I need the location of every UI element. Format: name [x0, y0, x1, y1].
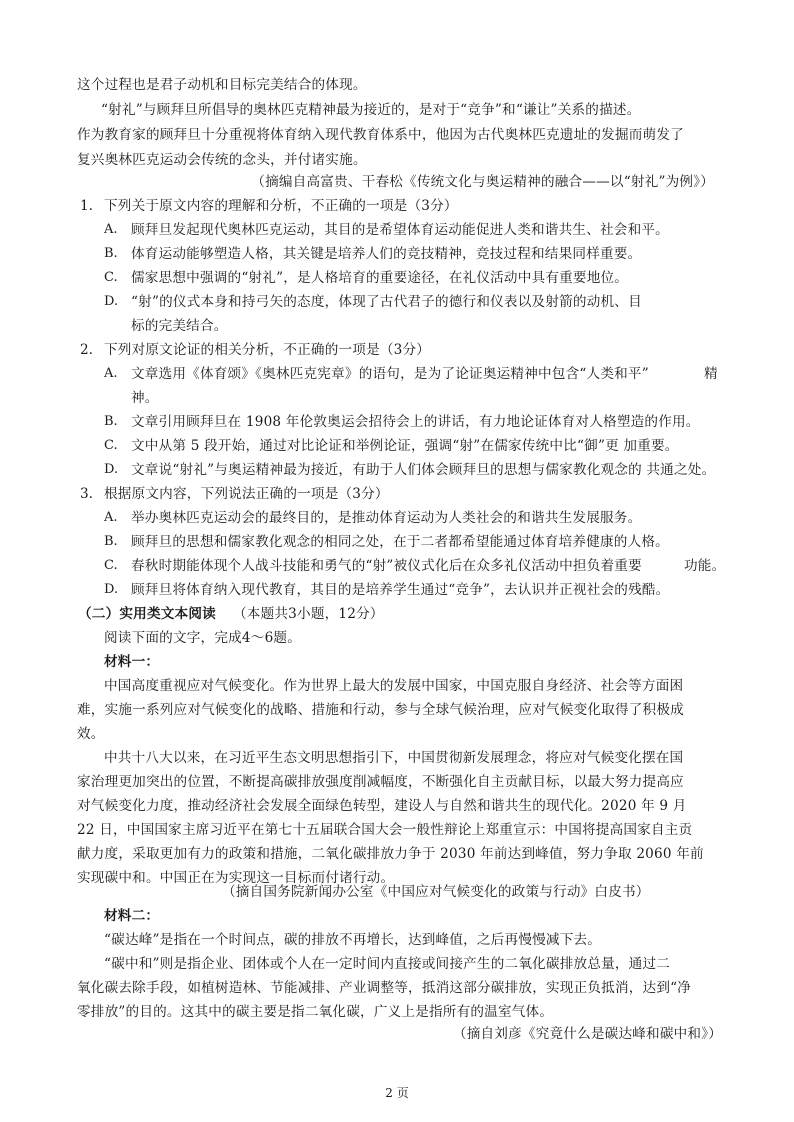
material-line: “碳中和”则是指企业、团体或个人在一定时间内直接或间接产生的二氧化碳排放总量，通过二 [104, 956, 671, 972]
question-number: 2. [80, 342, 93, 358]
material-line: 对气候变化力度，推动经济社会发展全面绿色转型，建设人与自然和谐共生的现代化。2020 年 9 月 [77, 798, 687, 814]
question-number: 3. [80, 486, 93, 502]
page-number: 2 页 [385, 1086, 409, 1100]
material-source: （摘自刘彦《究竟什么是碳达峰和碳中和》） [452, 1026, 722, 1042]
option-text: 顾拜旦的思想和儒家教化观念的相同之处，在于二者都希望能通过体育培养健康的人格。 [131, 534, 669, 550]
option-label: C. [104, 438, 118, 453]
option-text: 文章说“射礼”与奥运精神最为接近，有助于人们体会顾拜旦的思想与儒家教化观念的 共通之处。 [131, 462, 716, 478]
option-text: “射”的仪式本身和持弓矢的态度，体现了古代君子的德行和仪表以及射箭的动机、目 [131, 294, 642, 310]
material-title: 材料一： [104, 654, 160, 670]
question-number: 1. [80, 198, 93, 214]
option-text: 文中从第 5 段开始，通过对比论证和举例论证，强调“射”在儒家传统中比“御”更 加重要。 [131, 438, 679, 454]
passage-paragraph: “射礼”与顾拜旦所倡导的奥林匹克精神最为接近的，是对于“竞争”和“谦让”关系的描述。 [101, 102, 641, 118]
question-stem: 下列关于原文内容的理解和分析，不正确的一项是（3分） [104, 198, 458, 214]
material-line: 中国高度重视应对气候变化。作为世界上最大的发展中国家，中国克服自身经济、社会等方面困 [104, 678, 684, 694]
material-line: “碳达峰”是指在一个时间点，碳的排放不再增长，达到峰值，之后再慢慢减下去。 [104, 932, 602, 948]
material-line: 中共十八大以来，在习近平生态文明思想指引下，中国贯彻新发展理念，将应对气候变化摆在国 [104, 750, 684, 766]
section-note: （本题共3小题，12分） [233, 606, 384, 622]
option-text: 标的完美结合。 [131, 318, 228, 334]
option-text: 文章选用《体育颂》《奥林匹克宪章》的语句，是为了论证奥运精神中包含“人类和平” [131, 366, 649, 382]
option-label: A. [104, 222, 118, 237]
option-text: 神。 [131, 390, 159, 406]
option-label: B. [104, 246, 118, 261]
material-title: 材料二： [104, 908, 160, 924]
option-text: 顾拜旦发起现代奥林匹克运动，其目的是希望体育运动能促进人类和谐共生、社会和平。 [131, 222, 669, 238]
passage-paragraph: 复兴奥林匹克运动会传统的念头，并付诸实施。 [77, 152, 367, 168]
option-label: A. [104, 510, 118, 525]
option-label: D. [104, 582, 119, 597]
option-label: D. [104, 462, 119, 477]
option-text: 春秋时期能体现个人战斗技能和勇气的“射”被仪式化后在众多礼仪活动中担负着重要 [131, 558, 642, 574]
passage-paragraph: 作为教育家的顾拜旦十分重视将体育纳入现代教育体系中，他因为古代奥林匹克遗址的发掘而萌发了 [77, 127, 684, 143]
option-label: C. [104, 270, 118, 285]
option-label: B. [104, 414, 118, 429]
material-source: （摘自国务院新闻办公室《中国应对气候变化的政策与行动》白皮书） [222, 884, 650, 900]
material-line: 家治理更加突出的位置，不断提高碳排放强度削减幅度，不断强化自主贡献目标，以最大努力提高应 [77, 774, 684, 790]
option-text: 儒家思想中强调的“射礼”，是人格培育的重要途径，在礼仪活动中具有重要地位。 [131, 270, 629, 286]
section-instruction: 阅读下面的文字，完成4～6题。 [104, 630, 302, 646]
material-line: 效。 [77, 726, 105, 742]
option-text: 精 [704, 366, 718, 382]
option-text: 体育运动能够塑造人格，其关键是培养人们的竞技精神，竞技过程和结果同样重要。 [131, 246, 642, 262]
option-text: 顾拜旦将体育纳入现代教育，其目的是培养学生通过“竞争”，去认识并正视社会的残酷。 [131, 582, 670, 598]
question-stem: 下列对原文论证的相关分析，不正确的一项是（3分） [104, 342, 431, 358]
material-line: 零排放”的目的。这其中的碳主要是指二氧化碳，广义上是指所有的温室气体。 [77, 1004, 554, 1020]
option-label: A. [104, 366, 118, 381]
option-text: 文章引用顾拜旦在 1908 年伦敦奥运会招待会上的讲话，有力地论证体育对人格塑造的作用。 [131, 414, 700, 430]
material-line: 22 日，中国国家主席习近平在第七十五届联合国大会一般性辩论上郑重宣示：中国将提高国家自主贡 [77, 822, 693, 838]
material-line: 难，实施一系列应对气候变化的战略、措施和行动，参与全球气候治理，应对气候变化取得了积极成 [77, 702, 684, 718]
option-text: 举办奥林匹克运动会的最终目的，是推动体育运动为人类社会的和谐共生发展服务。 [131, 510, 642, 526]
option-text: 功能。 [684, 558, 726, 574]
passage-paragraph: 这个过程也是君子动机和目标完美结合的体现。 [77, 77, 367, 93]
material-line: 氧化碳去除手段，如植树造林、节能减排、产业调整等，抵消这部分碳排放，实现正负抵消，达到“净 [77, 980, 692, 996]
material-line: 实现碳中和。中国正在为实现这一目标而付诸行动。 [77, 870, 395, 886]
material-line: 献力度，采取更加有力的政策和措施，二氧化碳排放力争于 2030 年前达到峰值，努力争取 2060 年前 [77, 846, 704, 862]
option-label: C. [104, 558, 118, 573]
question-stem: 根据原文内容，下列说法正确的一项是（3分） [104, 486, 389, 502]
section-heading: （二）实用类文本阅读 [78, 606, 216, 622]
option-label: B. [104, 534, 118, 549]
passage-source: （摘编自高富贵、干春松《传统文化与奥运精神的融合——以“射礼”为例》） [251, 174, 714, 190]
option-label: D. [104, 294, 119, 309]
